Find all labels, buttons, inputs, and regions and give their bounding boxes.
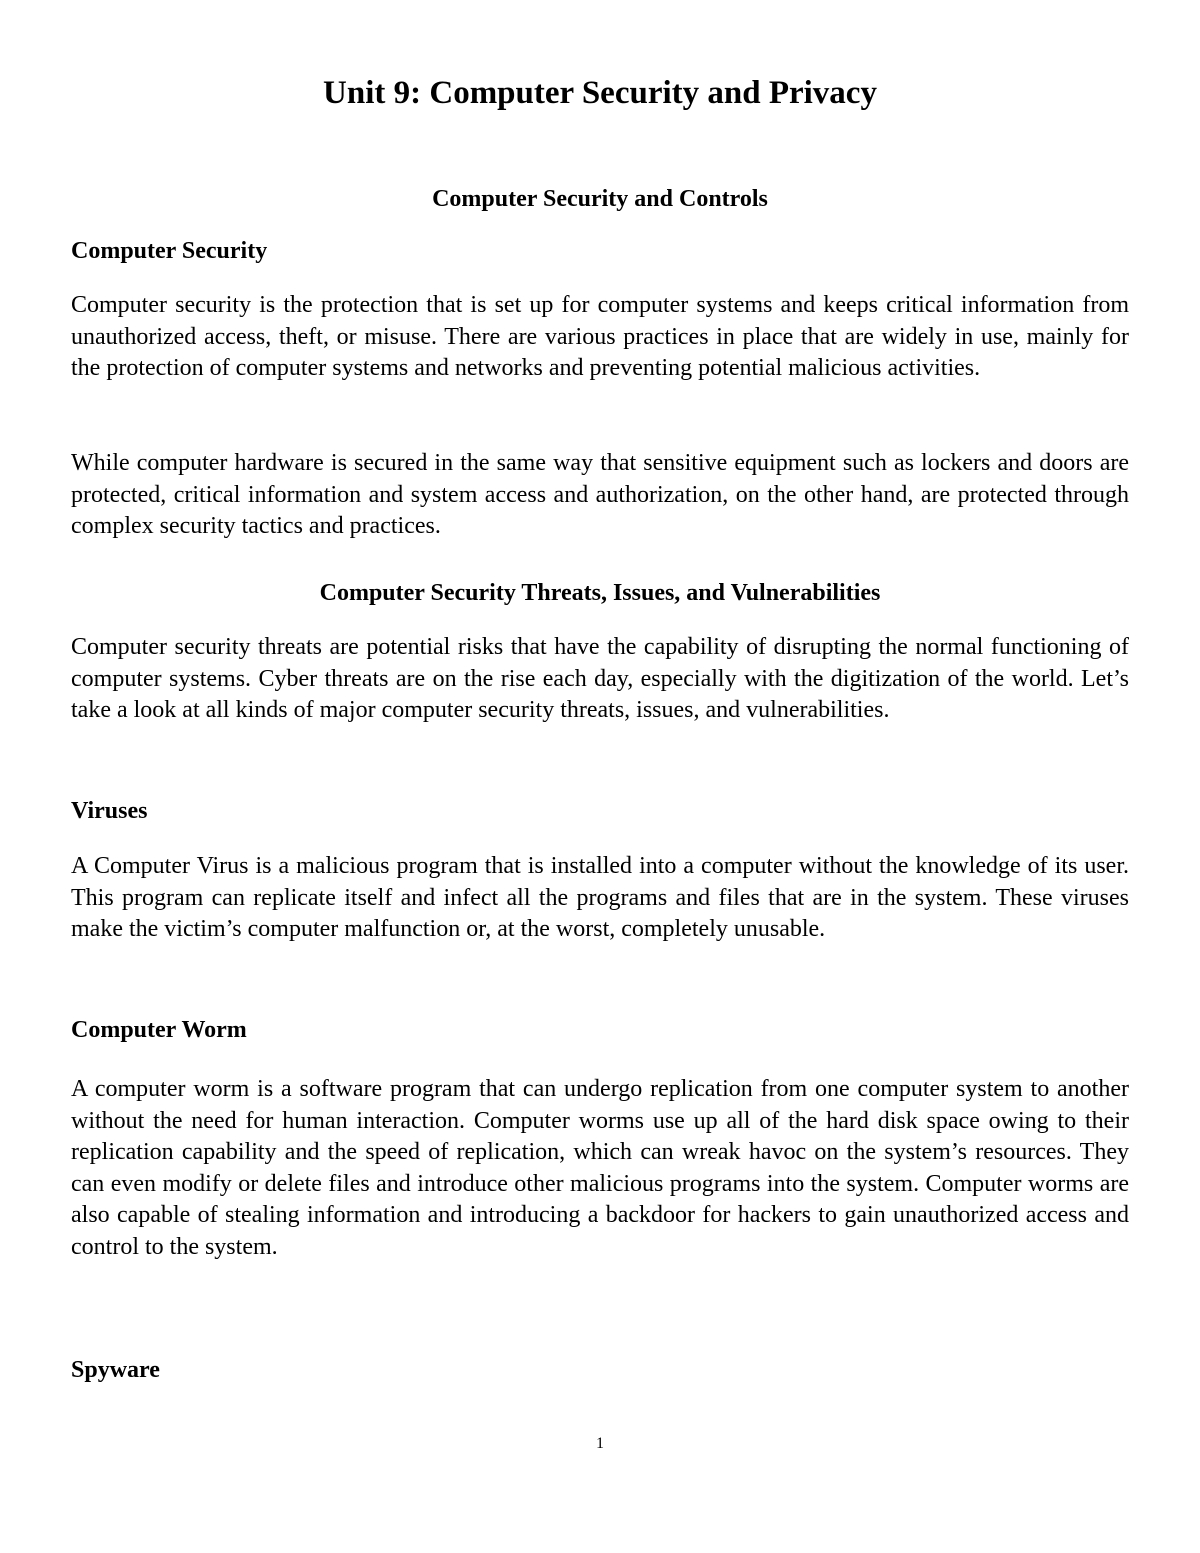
paragraph-computer-security-definition: Computer security is the protection that is set up for computer systems and keeps critical information from unauthorized access, theft, or misuse. There are various practices in place that are widely in use, mainly for the protection of computer systems and networks and preventing potential malicious activities. [71,292,1129,381]
heading-computer-worm: Computer Worm [71,1017,247,1043]
heading-spyware: Spyware [71,1357,160,1383]
paragraph-hardware-security: While computer hardware is secured in the same way that sensitive equipment such as lockers and doors are protected, critical information and system access and authorization, on the other hand, are protected through complex security tactics and practices. [71,450,1129,539]
heading-computer-security: Computer Security [71,238,268,264]
paragraph-viruses: A Computer Virus is a malicious program that is installed into a computer without the knowledge of its user. This program can replicate itself and infect all the programs and files that are in the system. These viruses make the victim’s computer malfunction or, at the worst, completely unusable. [71,853,1129,942]
paragraph-computer-worm: A computer worm is a software program that can undergo replication from one computer system to another without the need for human interaction. Computer worms use up all of the hard disk space owing to their replication capability and the speed of replication, which can wreak havoc on the system’s resources. They can even modify or delete files and introduce other malicious programs into the system. Computer worms are also capable of stealing information and introducing a backdoor for hackers to gain unauthorized access and control to the system. [71,1076,1129,1260]
section-heading-security-controls: Computer Security and Controls [432,186,768,212]
section-heading-threats: Computer Security Threats, Issues, and Vulnerabilities [319,580,881,606]
page-number: 1 [596,1435,604,1452]
page-title: Unit 9: Computer Security and Privacy [323,75,877,111]
heading-viruses: Viruses [71,798,148,824]
paragraph-threats-intro: Computer security threats are potential risks that have the capability of disrupting the normal functioning of computer systems. Cyber threats are on the rise each day, especially with the digitization of the world. Let’s take a look at all kinds of major computer security threats, issues, and vulnerabilities. [71,634,1129,723]
